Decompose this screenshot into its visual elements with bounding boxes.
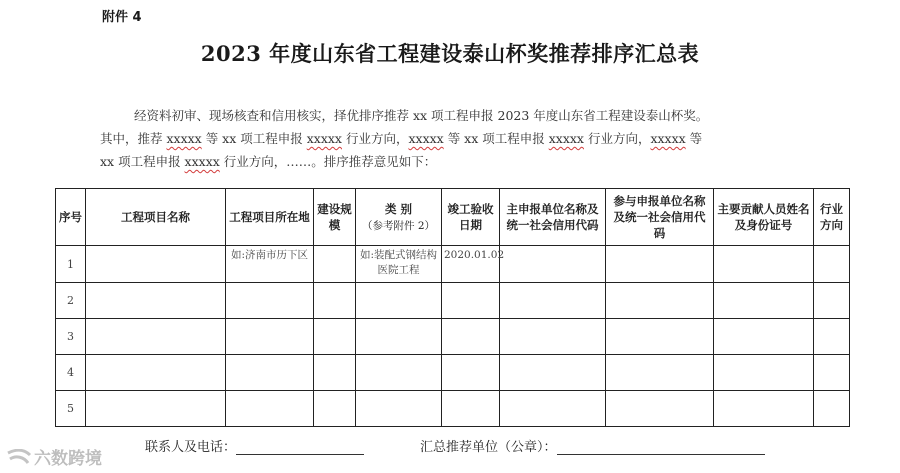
cell-seq: 4	[56, 355, 86, 391]
cell-scale[interactable]	[314, 355, 356, 391]
cell-main-applicant[interactable]	[500, 391, 606, 427]
table-row	[56, 355, 850, 391]
header-participant: 参与申报单位名称及统一社会信用代码	[606, 189, 714, 246]
table-row	[56, 246, 850, 283]
contact-field	[145, 436, 364, 455]
cell-scale[interactable]	[314, 319, 356, 355]
header-location: 工程项目所在地	[226, 189, 314, 246]
cell-industry[interactable]	[814, 319, 850, 355]
header-seq: 序号	[56, 189, 86, 246]
header-main-applicant: 主申报单位名称及统一社会信用代码	[500, 189, 606, 246]
watermark-logo: 六数跨境	[4, 444, 102, 469]
cell-scale[interactable]	[314, 283, 356, 319]
placeholder-underline: xxxxx	[306, 131, 342, 146]
cell-category[interactable]	[356, 355, 442, 391]
cell-main-applicant[interactable]	[500, 355, 606, 391]
cell-location[interactable]	[226, 391, 314, 427]
intro-line-3: xx 项工程申报 xxxxx 行业方向，……。排序推荐意见如下：	[100, 154, 437, 169]
cell-contributors[interactable]	[714, 319, 814, 355]
contact-blank-line[interactable]	[236, 440, 364, 455]
placeholder-underline: xxxxx	[166, 131, 202, 146]
header-category: 类 别 （参考附件 2）	[356, 189, 442, 246]
placeholder-underline: xxxxx	[650, 131, 686, 146]
intro-paragraph	[100, 104, 810, 173]
cell-seq: 5	[56, 391, 86, 427]
cell-project-name[interactable]	[86, 355, 226, 391]
cell-scale[interactable]	[314, 246, 356, 283]
cell-location[interactable]	[226, 355, 314, 391]
cell-project-name[interactable]	[86, 283, 226, 319]
header-scale: 建设规模	[314, 189, 356, 246]
cell-main-applicant[interactable]	[500, 319, 606, 355]
cell-project-name[interactable]	[86, 391, 226, 427]
cell-acceptance-date[interactable]	[442, 355, 500, 391]
cell-acceptance-date[interactable]	[442, 391, 500, 427]
placeholder-underline: xxxxx	[184, 154, 220, 169]
cell-seq: 3	[56, 319, 86, 355]
cell-location[interactable]	[226, 283, 314, 319]
cell-acceptance-date[interactable]	[442, 319, 500, 355]
header-acceptance-date: 竣工验收日期	[442, 189, 500, 246]
cell-industry[interactable]	[814, 391, 850, 427]
placeholder-underline: xxxxx	[548, 131, 584, 146]
contact-label: 联系人及电话：	[145, 440, 237, 455]
cell-industry[interactable]	[814, 246, 850, 283]
attachment-label: 附件 4	[102, 10, 142, 25]
cell-participant[interactable]	[606, 355, 714, 391]
table-row	[56, 319, 850, 355]
cell-project-name[interactable]	[86, 319, 226, 355]
cell-participant[interactable]	[606, 283, 714, 319]
cell-participant[interactable]	[606, 319, 714, 355]
cell-main-applicant[interactable]	[500, 283, 606, 319]
cell-category[interactable]	[356, 283, 442, 319]
cell-industry[interactable]	[814, 283, 850, 319]
cell-acceptance-date[interactable]	[442, 283, 500, 319]
unit-label: 汇总推荐单位（公章）：	[420, 440, 557, 455]
cell-contributors[interactable]	[714, 355, 814, 391]
table-header-row	[56, 189, 850, 246]
page-title: 2023 年度山东省工程建设泰山杯奖推荐排序汇总表	[200, 41, 700, 66]
unit-seal-field	[420, 436, 765, 455]
cell-location[interactable]: 如:济南市历下区	[226, 246, 314, 283]
cell-category[interactable]	[356, 391, 442, 427]
cell-seq: 2	[56, 283, 86, 319]
cell-category[interactable]	[356, 319, 442, 355]
cell-location[interactable]	[226, 319, 314, 355]
header-project-name: 工程项目名称	[86, 189, 226, 246]
cell-category[interactable]: 如:装配式钢结构医院工程	[356, 246, 442, 283]
unit-blank-line[interactable]	[557, 440, 765, 455]
placeholder-underline: xxxxx	[408, 131, 444, 146]
cell-seq: 1	[56, 246, 86, 283]
cell-project-name[interactable]	[86, 246, 226, 283]
cell-industry[interactable]	[814, 355, 850, 391]
header-industry: 行业方向	[814, 189, 850, 246]
cell-participant[interactable]	[606, 391, 714, 427]
header-contributors: 主要贡献人员姓名及身份证号	[714, 189, 814, 246]
watermark-icon	[4, 449, 34, 469]
cell-contributors[interactable]	[714, 391, 814, 427]
intro-line-1: 经资料初审、现场核查和信用核实，择优排序推荐 xx 项工程申报 2023 年度山东省工程建设泰山杯奖。	[134, 108, 709, 123]
cell-scale[interactable]	[314, 391, 356, 427]
cell-main-applicant[interactable]	[500, 246, 606, 283]
cell-contributors[interactable]	[714, 283, 814, 319]
intro-line-2: 其中，推荐 xxxxx 等 xx 项工程申报 xxxxx 行业方向，xxxxx 等 xx 项工程申报 xxxxx 行业方向，xxxxx 等	[100, 131, 703, 146]
cell-contributors[interactable]	[714, 246, 814, 283]
cell-acceptance-date[interactable]: 2020.01.02	[442, 246, 500, 283]
table-row	[56, 391, 850, 427]
recommendation-table	[55, 188, 850, 427]
table-row	[56, 283, 850, 319]
cell-participant[interactable]	[606, 246, 714, 283]
